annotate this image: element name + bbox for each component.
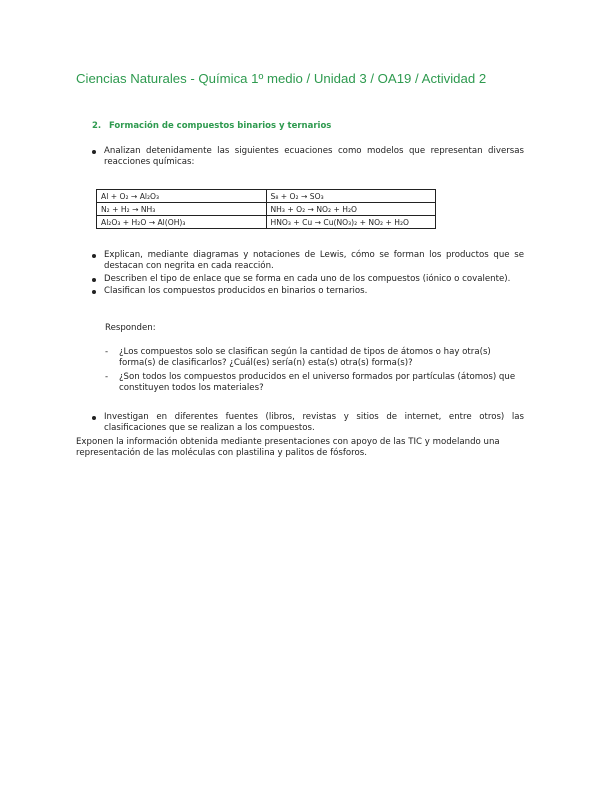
intro-text: Analizan detenidamente las siguientes ecuaciones como modelos que representan diversas reacciones químicas:: [104, 146, 524, 168]
list-item: [105, 372, 525, 395]
responden-label: Responden:: [105, 323, 156, 333]
list-item: [105, 347, 525, 370]
closing-paragraph: Exponen la información obtenida mediante presentaciones con apoyo de las TIC y modelando una representación de las moléculas con plastilina y palitos de fósforos.: [76, 437, 500, 459]
equation-cell: HNO₃ + Cu → Cu(NO₃)₂ + NO₂ + H₂O: [266, 216, 436, 229]
bullet-icon: [92, 150, 96, 154]
table-row: [97, 203, 436, 216]
section-heading: [92, 121, 331, 131]
bullet-icon: [92, 416, 96, 420]
bullet-icon: [92, 278, 96, 282]
bullet-text: Explican, mediante diagramas y notaciones de Lewis, cómo se forman los productos que se destacan con negrita en cada reacción.: [104, 250, 524, 272]
bullet-text: Clasifican los compuestos producidos en binarios o ternarios.: [104, 286, 368, 297]
list-item: [90, 274, 524, 285]
list-item: [90, 286, 524, 297]
bullet-icon: [92, 290, 96, 294]
list-item: [90, 250, 524, 273]
dash-icon: -: [105, 371, 109, 382]
section-number: 2.: [92, 121, 102, 131]
question-text: ¿Son todos los compuestos producidos en el universo formados por partículas (átomos) que constituyen todos los materiales?: [119, 371, 516, 394]
list-item: [90, 146, 524, 169]
equation-cell: S₈ + O₂ → SO₃: [266, 190, 436, 203]
equation-cell: NH₃ + O₂ → NO₂ + H₂O: [266, 203, 436, 216]
table-row: [97, 190, 436, 203]
research-block: [90, 412, 524, 436]
page-header: Ciencias Naturales - Química 1º medio / Unidad 3 / OA19 / Actividad 2: [76, 71, 487, 86]
table-row: [97, 216, 436, 229]
question-text: ¿Los compuestos solo se clasifican según la cantidad de tipos de átomos o hay otra(s) forma(s) de clasificarlos? ¿Cuál(es) sería(n) esta(s) otra(s) forma(s)?: [119, 347, 491, 369]
equation-cell: N₂ + H₂ → NH₃: [97, 203, 267, 216]
bullet-text: Investigan en diferentes fuentes (libros, revistas y sitios de internet, entre otros) las clasificaciones que se realizan a los compuestos.: [104, 412, 524, 434]
equations-table: [96, 189, 436, 229]
section-title: Formación de compuestos binarios y ternarios: [108, 121, 332, 131]
activity-list: [90, 250, 524, 299]
intro-block: [90, 146, 524, 170]
bullet-icon: [92, 254, 96, 258]
questions-list: [105, 347, 525, 397]
equation-cell: Al₂O₃ + H₂O → Al(OH)₃: [97, 216, 267, 229]
list-item: [90, 412, 524, 435]
bullet-text: Describen el tipo de enlace que se forma en cada uno de los compuestos (iónico o covalente).: [104, 273, 511, 284]
equation-cell: Al + O₂ → Al₂O₃: [97, 190, 267, 203]
dash-icon: -: [105, 347, 109, 357]
